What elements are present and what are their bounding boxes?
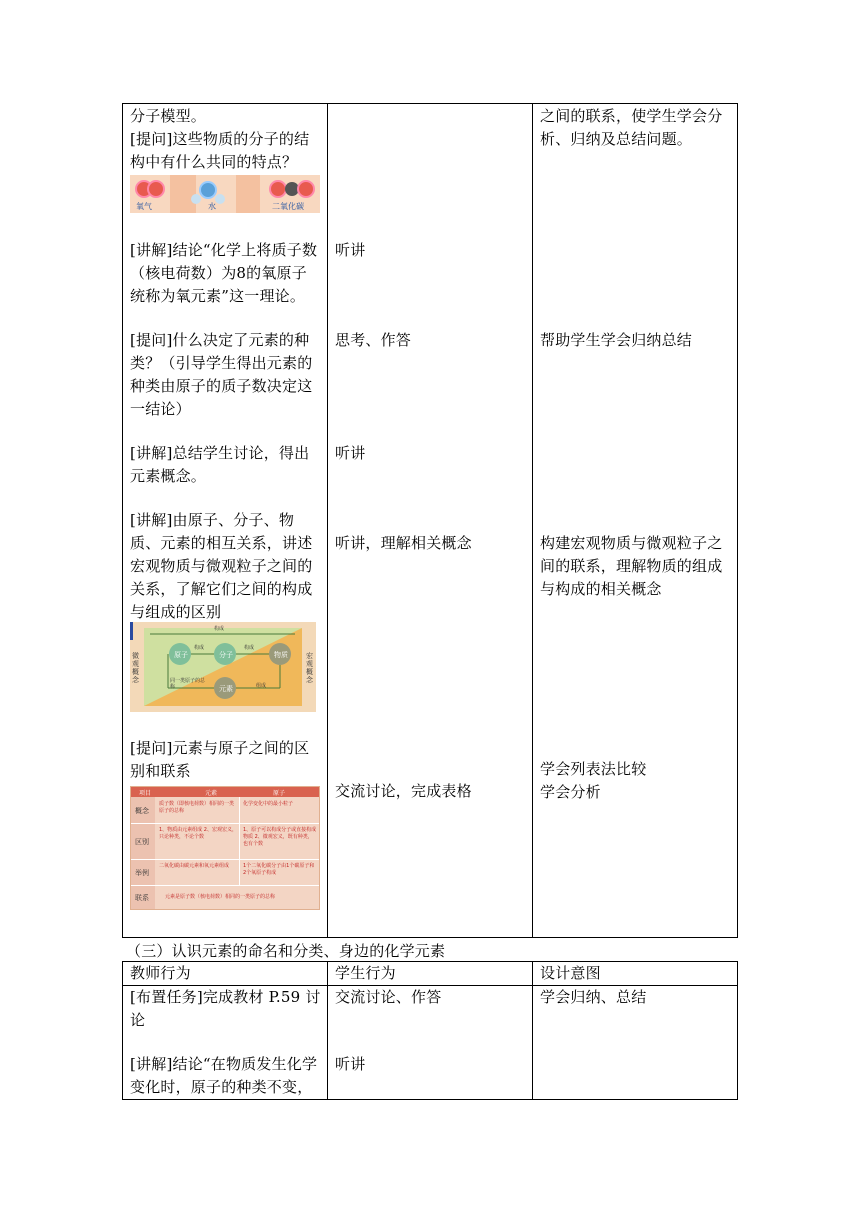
- table1-right-border: [737, 103, 738, 938]
- table2-right-border: [737, 961, 738, 1100]
- table2-header-student: 学生行为: [335, 964, 396, 982]
- table1-col-divider-2: [532, 103, 533, 938]
- student-text-listen-2: 听讲: [335, 444, 366, 462]
- intent-text-compare: 学会列表法比较: [540, 760, 647, 778]
- compare-row-label-link: 联系: [135, 894, 149, 902]
- node-element: 元素: [219, 685, 233, 693]
- teacher-text-relation: [讲解]由原子、分子、物质、元素的相互关系，讲述宏观物质与微观粒子之间的关系，了解它们之间的构成与组成的区别: [130, 511, 313, 621]
- table2-col-divider-2: [532, 961, 533, 1100]
- intent-text-connection: 之间的联系，使学生学会分析、归纳及总结问题。: [540, 107, 723, 148]
- compare-example-element: 二氧化碳由碳元素和氧元素组成: [159, 863, 230, 869]
- teacher-text-question-structure: [提问]这些物质的分子的结构中有什么共同的特点？: [130, 130, 310, 171]
- relation-diagram-image: [130, 622, 316, 712]
- teacher-text-summary: [讲解]总结学生讨论，得出元素概念。: [130, 444, 310, 485]
- table1-bottom-border: [122, 937, 738, 938]
- table2-row2-student: 听讲: [335, 1055, 366, 1073]
- table2-row2-teacher: [讲解]结论“在物质发生化学变化时，原子的种类不变，: [130, 1055, 318, 1096]
- compare-concept-element: 质子数（即核电荷数）相同的一类原子的总称: [159, 801, 235, 814]
- compare-header-item: 项目: [139, 790, 152, 797]
- table2-header-teacher: 教师行为: [130, 964, 191, 982]
- arrow-label-2: 构成: [244, 645, 255, 651]
- compare-header-atom: 原子: [273, 790, 286, 797]
- table1-top-border: [122, 103, 738, 104]
- intent-text-summarize: 帮助学生学会归纳总结: [540, 331, 693, 349]
- student-text-think: 思考、作答: [335, 331, 412, 349]
- macro-concept-label: 宏观概念: [306, 652, 313, 684]
- molecule-models-image: [130, 175, 320, 213]
- table2-row1-intent: 学会归纳、总结: [540, 988, 647, 1006]
- table2-row1-teacher: [布置任务]完成教材 P.59 讨论: [130, 988, 321, 1029]
- table2-header-intent: 设计意图: [540, 964, 601, 982]
- student-text-listen-1: 听讲: [335, 241, 366, 259]
- teacher-text-question-element-atom: [提问]元素与原子之间的区别和联系: [130, 739, 310, 780]
- table2-col-divider-1: [327, 961, 328, 1100]
- molecule-label-water: 水: [208, 202, 216, 211]
- compare-row-label-example: 举例: [135, 869, 149, 877]
- compare-concept-atom: 化学变化中的最小粒子: [243, 801, 294, 807]
- student-text-listen-understand: 听讲，理解相关概念: [335, 534, 472, 552]
- molecule-label-oxygen: 氧气: [136, 202, 152, 211]
- table2-row1-student: 交流讨论、作答: [335, 988, 442, 1006]
- student-text-discuss-table: 交流讨论，完成表格: [335, 782, 472, 800]
- table2-left-border: [122, 961, 123, 1100]
- node-molecule: 分子: [219, 651, 233, 659]
- compare-header-element: 元素: [205, 790, 218, 797]
- compare-diff-atom: 1、原子可以构成分子或直接构成物质 2、微观宏义，既有种类，也有个数: [243, 827, 317, 847]
- compare-link-text: 元素是原子数（核电荷数）相同的一类原子的总称: [165, 894, 276, 900]
- table2-bottom-border: [122, 1099, 738, 1100]
- intent-text-build-concepts: 构建宏观物质与微观粒子之间的联系，理解物质的组成与构成的相关概念: [540, 534, 723, 598]
- section3-title: （三）认识元素的命名和分类、身边的化学元素: [126, 942, 446, 960]
- table1-left-border: [122, 103, 123, 938]
- element-atom-compare-image: [130, 786, 320, 910]
- compare-diff-element: 1、物质由元素组成 2、宏观宏义，只论种类，不论个数: [159, 827, 237, 840]
- arrow-label-1: 构成: [194, 645, 205, 651]
- micro-concept-label: 微观概念: [132, 652, 139, 684]
- node-atom: 原子: [174, 651, 188, 659]
- teacher-text-lecture-oxygen: [讲解]结论“化学上将质子数（核电荷数）为8的氧原子统称为氧元素”这一理论。: [130, 241, 318, 305]
- arrow-label-4: 同一类原子的总称: [170, 678, 206, 690]
- compare-example-atom: 1个二氧化碳分子由1个碳原子和2个氧原子构成: [243, 863, 315, 876]
- arrow-label-top: 构成: [214, 626, 225, 632]
- teacher-text-model: 分子模型。: [130, 107, 207, 125]
- molecule-label-co2: 二氧化碳: [272, 202, 304, 211]
- node-substance: 物质: [274, 651, 288, 659]
- teacher-text-question-element-type: [提问]什么决定了元素的种类？（引导学生得出元素的种类由原子的质子数决定这一结论）: [130, 331, 313, 418]
- arrow-label-3: 组成: [256, 683, 267, 689]
- table1-col-divider-1: [327, 103, 328, 938]
- compare-row-label-diff: 区别: [135, 838, 149, 846]
- compare-row-label-concept: 概念: [135, 807, 149, 815]
- intent-text-analyze: 学会分析: [540, 783, 601, 801]
